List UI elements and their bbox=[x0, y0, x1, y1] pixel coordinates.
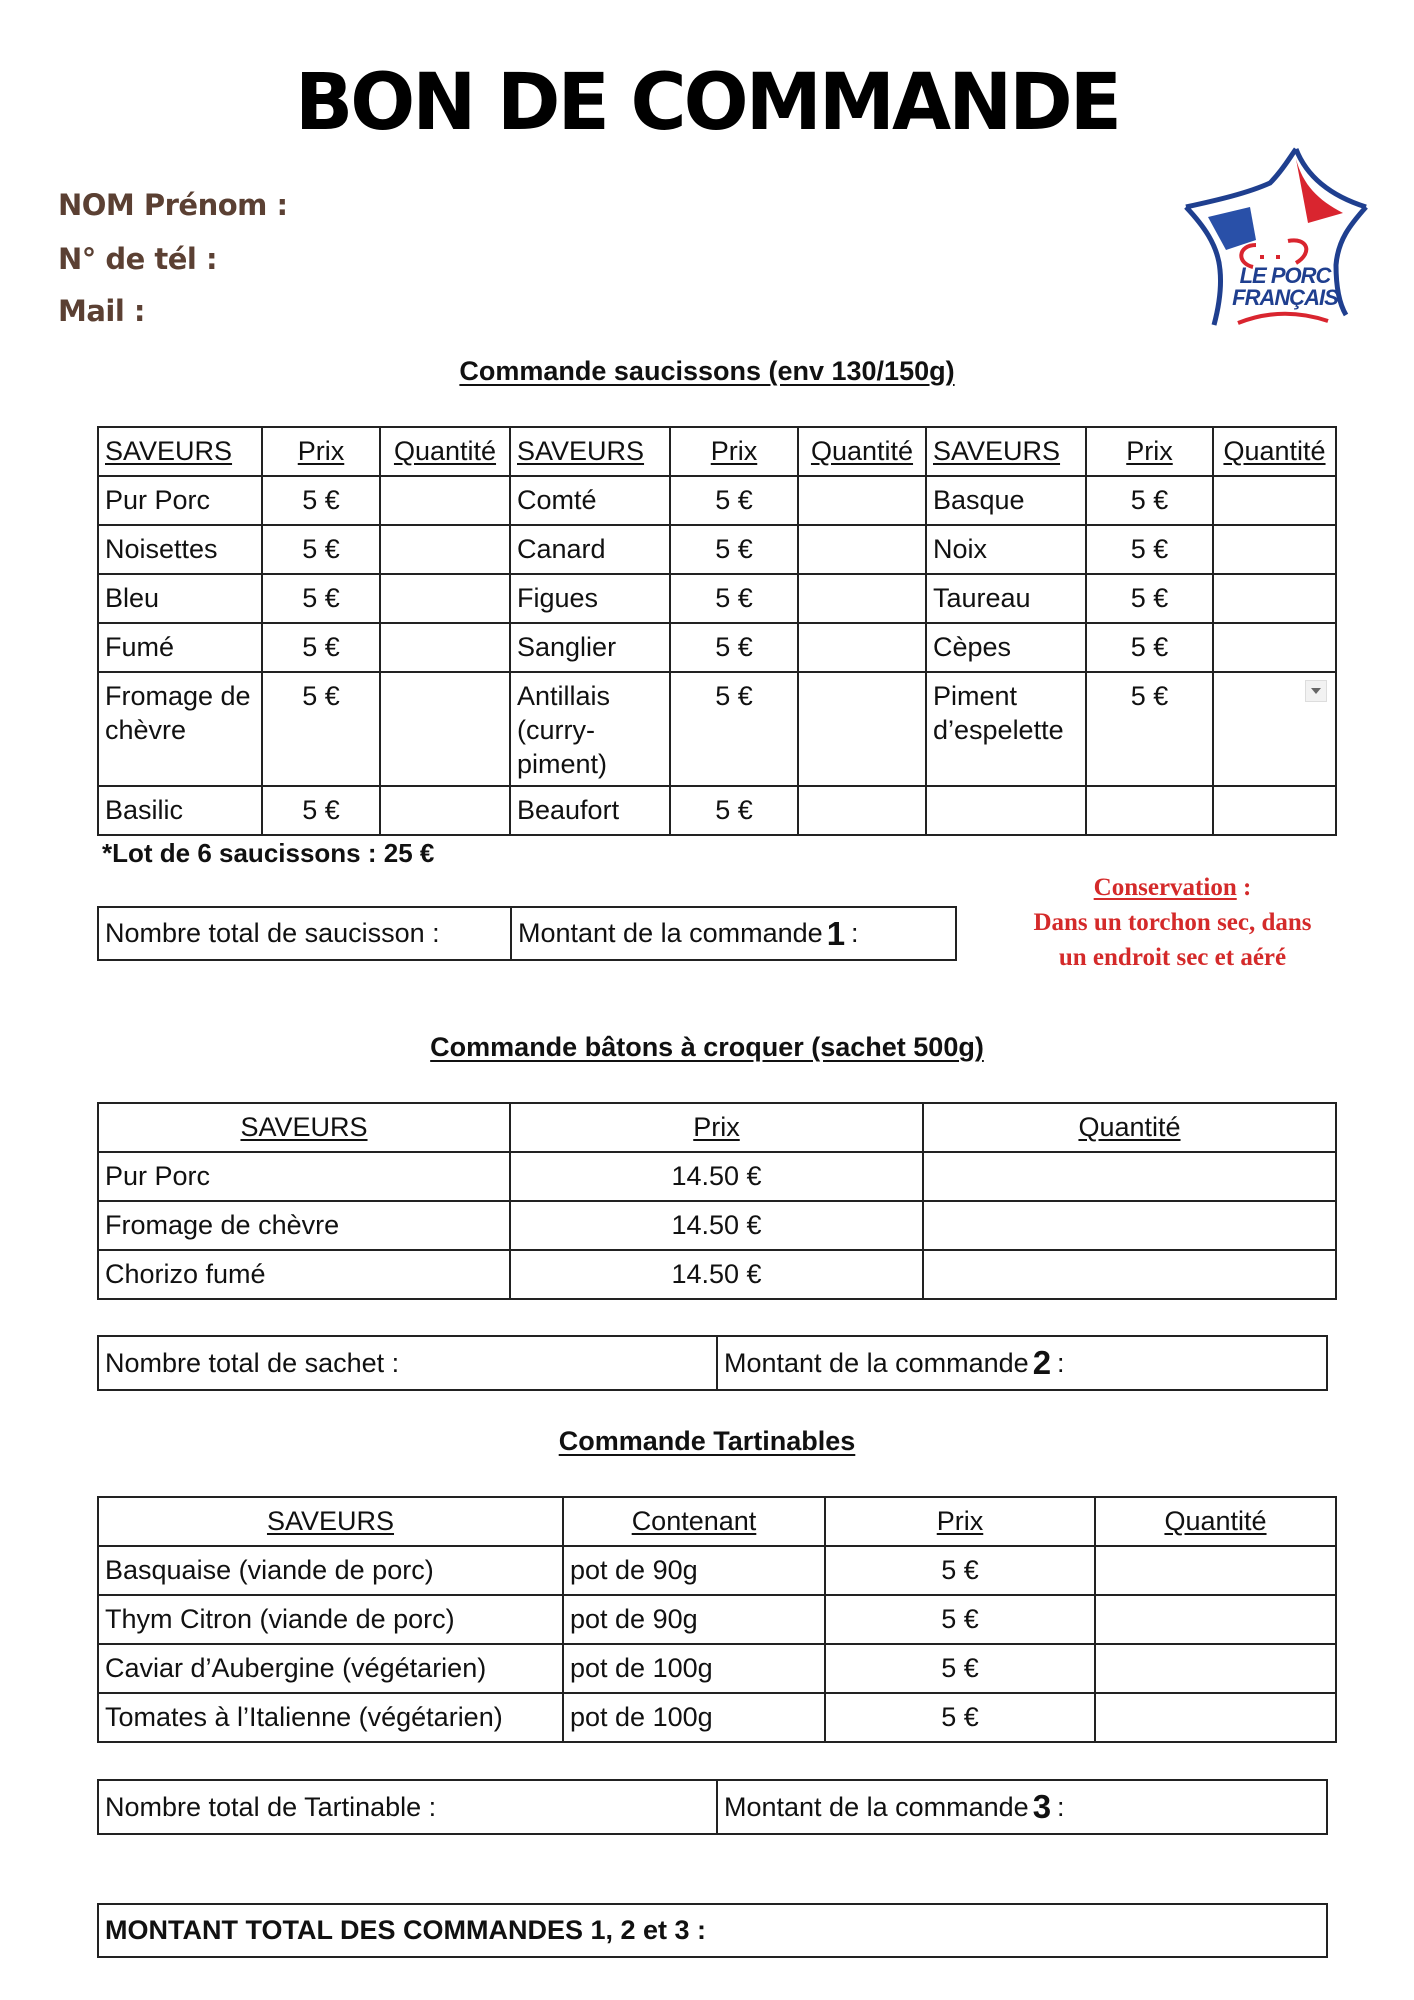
column-header: Quantité bbox=[1213, 427, 1336, 476]
amount-suffix: : bbox=[1057, 1347, 1065, 1378]
quantity-input[interactable] bbox=[380, 672, 510, 786]
flavor-name: Figues bbox=[510, 574, 670, 623]
column-header: Prix bbox=[670, 427, 798, 476]
batons-table bbox=[97, 1102, 1337, 1300]
flavor-name: Noix bbox=[926, 525, 1086, 574]
total-count-label: Nombre total de Tartinable : bbox=[105, 1791, 437, 1822]
quantity-input[interactable] bbox=[798, 786, 926, 835]
saucissons-totals-box bbox=[97, 906, 957, 961]
quantity-input[interactable] bbox=[798, 476, 926, 525]
quantity-input[interactable] bbox=[798, 672, 926, 786]
price: 5 € bbox=[670, 525, 798, 574]
order-number: 1 bbox=[826, 914, 846, 952]
column-header: Prix bbox=[262, 427, 380, 476]
page-title: BON DE COMMANDE bbox=[294, 58, 1120, 148]
table-row bbox=[98, 574, 1336, 623]
price: 5 € bbox=[670, 574, 798, 623]
price: 5 € bbox=[1086, 623, 1213, 672]
quantity-input[interactable] bbox=[923, 1201, 1336, 1250]
table-row bbox=[98, 623, 1336, 672]
saucissons-heading: Commande saucissons (env 130/150g) bbox=[459, 356, 955, 386]
quantity-input[interactable] bbox=[798, 574, 926, 623]
tartinables-table bbox=[97, 1496, 1337, 1743]
flavor-name: Pur Porc bbox=[98, 1152, 510, 1201]
conservation-line-2: un endroit sec et aéré bbox=[1058, 944, 1287, 971]
quantity-input[interactable] bbox=[923, 1152, 1336, 1201]
container: pot de 100g bbox=[563, 1693, 825, 1742]
column-header: Quantité bbox=[798, 427, 926, 476]
price: 5 € bbox=[1086, 525, 1213, 574]
quantity-input[interactable] bbox=[1213, 476, 1336, 525]
column-header: SAVEURS bbox=[926, 427, 1086, 476]
table-row bbox=[98, 1595, 1336, 1644]
price: 5 € bbox=[670, 476, 798, 525]
flavor-name: Comté bbox=[510, 476, 670, 525]
flavor-name: Sanglier bbox=[510, 623, 670, 672]
flavor-name: Bleu bbox=[98, 574, 262, 623]
flavor-name: Noisettes bbox=[98, 525, 262, 574]
flavor-name: Piment d’espelette bbox=[926, 672, 1086, 786]
table-row bbox=[98, 786, 1336, 835]
batons-total-count[interactable] bbox=[99, 1337, 716, 1389]
table-header-row bbox=[98, 1497, 1336, 1546]
quantity-input[interactable] bbox=[1213, 786, 1336, 835]
amount-suffix: : bbox=[1057, 1791, 1065, 1822]
conservation-colon: : bbox=[1236, 874, 1252, 901]
column-header: Contenant bbox=[563, 1497, 825, 1546]
logo-line-1: LE PORC bbox=[1239, 263, 1331, 288]
flavor-name: Fromage de chèvre bbox=[98, 1201, 510, 1250]
column-header: SAVEURS bbox=[510, 427, 670, 476]
quantity-input[interactable] bbox=[923, 1250, 1336, 1299]
table-header-row bbox=[98, 427, 1336, 476]
quantity-input[interactable] bbox=[380, 786, 510, 835]
price: 5 € bbox=[825, 1644, 1095, 1693]
price: 5 € bbox=[670, 786, 798, 835]
price: 14.50 € bbox=[510, 1250, 923, 1299]
price: 5 € bbox=[825, 1693, 1095, 1742]
price: 5 € bbox=[825, 1546, 1095, 1595]
order-number: 3 bbox=[1032, 1788, 1052, 1825]
conservation-note bbox=[1005, 870, 1340, 975]
flavor-name: Fromage de chèvre bbox=[98, 672, 262, 786]
price: 5 € bbox=[262, 574, 380, 623]
price: 5 € bbox=[1086, 476, 1213, 525]
tartinables-total-count[interactable] bbox=[99, 1781, 716, 1833]
flavor-name bbox=[926, 786, 1086, 835]
table-row bbox=[98, 476, 1336, 525]
flavor-name: Caviar d’Aubergine (végétarien) bbox=[98, 1644, 563, 1693]
flavor-name: Chorizo fumé bbox=[98, 1250, 510, 1299]
flavor-name: Antillais (curry-piment) bbox=[510, 672, 670, 786]
container: pot de 90g bbox=[563, 1546, 825, 1595]
quantity-input[interactable] bbox=[380, 574, 510, 623]
logo-line-2: FRANÇAIS bbox=[1232, 285, 1338, 310]
quantity-input[interactable] bbox=[1095, 1546, 1336, 1595]
table-row bbox=[98, 1546, 1336, 1595]
flavor-name: Beaufort bbox=[510, 786, 670, 835]
table-row bbox=[98, 1152, 1336, 1201]
quantity-input[interactable] bbox=[1095, 1595, 1336, 1644]
quantity-input[interactable] bbox=[1213, 623, 1336, 672]
quantity-input[interactable] bbox=[1095, 1693, 1336, 1742]
quantity-input[interactable] bbox=[1095, 1644, 1336, 1693]
table-row bbox=[98, 1644, 1336, 1693]
price: 5 € bbox=[825, 1595, 1095, 1644]
mail-field-label: Mail : bbox=[58, 294, 146, 328]
column-header: SAVEURS bbox=[98, 1497, 563, 1546]
table-row bbox=[98, 1201, 1336, 1250]
column-header: SAVEURS bbox=[98, 427, 262, 476]
table-header-row bbox=[98, 1103, 1336, 1152]
quantity-input[interactable] bbox=[380, 525, 510, 574]
flavor-name: Basquaise (viande de porc) bbox=[98, 1546, 563, 1595]
table-row bbox=[98, 525, 1336, 574]
price: 5 € bbox=[262, 525, 380, 574]
price: 5 € bbox=[1086, 574, 1213, 623]
order-number: 2 bbox=[1032, 1344, 1052, 1381]
column-header: Prix bbox=[825, 1497, 1095, 1546]
quantity-input[interactable] bbox=[380, 476, 510, 525]
price: 14.50 € bbox=[510, 1201, 923, 1250]
flavor-name: Thym Citron (viande de porc) bbox=[98, 1595, 563, 1644]
flavor-name: Canard bbox=[510, 525, 670, 574]
batons-heading: Commande bâtons à croquer (sachet 500g) bbox=[430, 1032, 984, 1062]
conservation-line-1: Dans un torchon sec, dans bbox=[1033, 909, 1312, 936]
grand-total-label: MONTANT TOTAL DES COMMANDES 1, 2 et 3 : bbox=[105, 1915, 707, 1945]
flavor-name: Basilic bbox=[98, 786, 262, 835]
price: 5 € bbox=[262, 476, 380, 525]
amount-label: Montant de la commande bbox=[518, 918, 823, 948]
column-header: Quantité bbox=[380, 427, 510, 476]
price: 5 € bbox=[670, 623, 798, 672]
table-row bbox=[98, 1250, 1336, 1299]
tartinables-heading: Commande Tartinables bbox=[558, 1426, 856, 1456]
price: 5 € bbox=[262, 786, 380, 835]
total-count-label: Nombre total de saucisson : bbox=[105, 918, 440, 948]
le-porc-francais-logo bbox=[1178, 145, 1383, 330]
price: 14.50 € bbox=[510, 1152, 923, 1201]
tartinables-totals-box bbox=[97, 1779, 1328, 1835]
saucissons-table bbox=[97, 426, 1337, 836]
flavor-name: Tomates à l’Italienne (végétarien) bbox=[98, 1693, 563, 1742]
column-header: Prix bbox=[510, 1103, 923, 1152]
flavor-name: Fumé bbox=[98, 623, 262, 672]
saucissons-amount[interactable] bbox=[510, 908, 955, 959]
column-header: Quantité bbox=[923, 1103, 1336, 1152]
batons-amount[interactable] bbox=[716, 1337, 1326, 1389]
container: pot de 100g bbox=[563, 1644, 825, 1693]
flavor-name: Taureau bbox=[926, 574, 1086, 623]
quantity-input[interactable] bbox=[798, 623, 926, 672]
name-field-label: NOM Prénom : bbox=[58, 188, 288, 222]
column-header: SAVEURS bbox=[98, 1103, 510, 1152]
flavor-name: Basque bbox=[926, 476, 1086, 525]
flavor-name: Pur Porc bbox=[98, 476, 262, 525]
tartinables-amount[interactable] bbox=[716, 1781, 1326, 1833]
quantity-input[interactable] bbox=[798, 525, 926, 574]
price: 5 € bbox=[1086, 672, 1213, 786]
quantity-input[interactable] bbox=[1213, 574, 1336, 623]
table-row bbox=[98, 672, 1336, 786]
table-row bbox=[98, 1693, 1336, 1742]
flavor-name: Cèpes bbox=[926, 623, 1086, 672]
lot-note: *Lot de 6 saucissons : 25 € bbox=[102, 838, 435, 868]
batons-totals-box bbox=[97, 1335, 1328, 1391]
column-header: Quantité bbox=[1095, 1497, 1336, 1546]
grand-total-box[interactable] bbox=[97, 1903, 1328, 1958]
price: 5 € bbox=[262, 623, 380, 672]
price bbox=[1086, 786, 1213, 835]
quantity-input[interactable] bbox=[380, 623, 510, 672]
conservation-title: Conservation bbox=[1093, 874, 1237, 901]
amount-label: Montant de la commande bbox=[724, 1347, 1029, 1378]
dropdown-arrow-icon[interactable] bbox=[1305, 680, 1327, 702]
price: 5 € bbox=[262, 672, 380, 786]
quantity-input[interactable] bbox=[1213, 525, 1336, 574]
saucissons-total-count[interactable] bbox=[99, 908, 510, 959]
amount-suffix: : bbox=[851, 918, 859, 948]
container: pot de 90g bbox=[563, 1595, 825, 1644]
price: 5 € bbox=[670, 672, 798, 786]
phone-field-label: N° de tél : bbox=[58, 242, 218, 276]
column-header: Prix bbox=[1086, 427, 1213, 476]
total-count-label: Nombre total de sachet : bbox=[105, 1347, 400, 1378]
amount-label: Montant de la commande bbox=[724, 1791, 1029, 1822]
